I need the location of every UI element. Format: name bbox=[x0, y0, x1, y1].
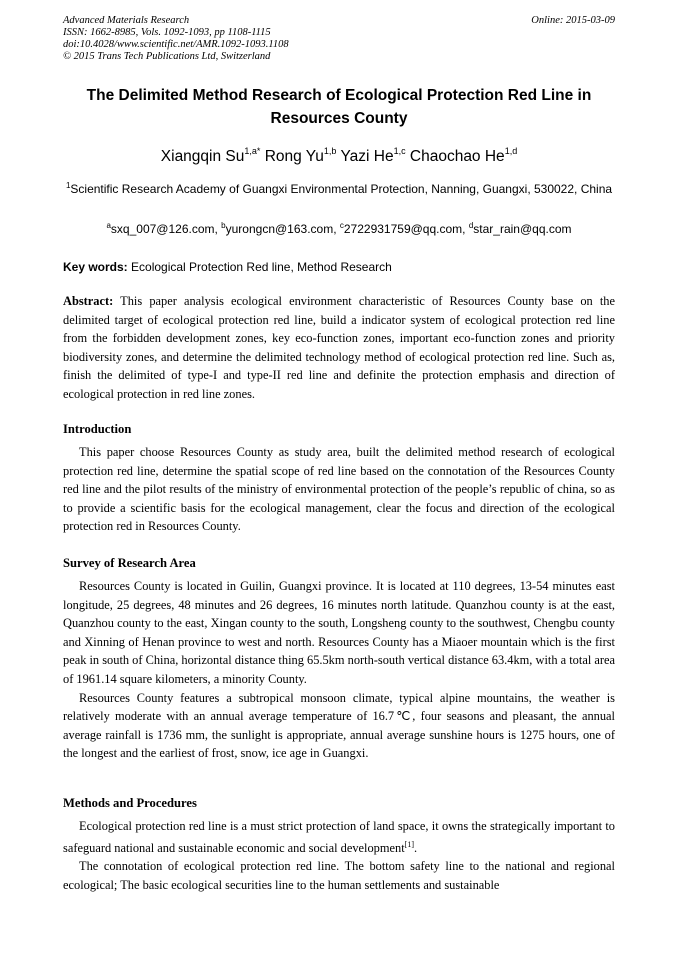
paper-title: The Delimited Method Research of Ecological Protection Red Line in Resources County bbox=[86, 87, 592, 127]
issn-line: ISSN: 1662-8985, Vols. 1092-1093, pp 1108-1115 bbox=[63, 27, 271, 38]
author-name: Chaochao He bbox=[409, 148, 505, 165]
abstract bbox=[63, 292, 615, 404]
paragraph: This paper choose Resources County as study area, built the delimited method research of ecological protection red line, determine the spatial scope of red line based on the connotation of the Resources County red line and the pilot results of the ministry of environmental protection of the people’s republic of china, so as to provide a scientific basis for the ecological management, clear the focus and direction of the ecological protection red in Resources County. bbox=[63, 445, 615, 534]
abstract-label: Abstract: bbox=[63, 294, 114, 308]
paragraph-end: . bbox=[413, 840, 418, 855]
email-superscript: a bbox=[106, 221, 111, 230]
keywords-label: Key words: bbox=[63, 260, 128, 274]
author-superscript: 1,d bbox=[504, 146, 518, 156]
email-list bbox=[63, 218, 615, 237]
paragraph: The connotation of ecological protection red line. The bottom safety line to the national and regional ecological; The basic ecological securities line to the human settlements and sustainable bbox=[63, 859, 615, 892]
author-superscript: 1,b bbox=[323, 146, 337, 156]
paragraph: Resources County features a subtropical monsoon climate, typical alpine mountains, the weather is relatively moderate with an annual average temperature of 16.7℃, four seasons and pleasant, the annual average rainfall is 1736 mm, the sunlight is appropriate, annual average sunshine hours is 1275 hours, one of the longest and the earliest of frost, snow, ice age in Guangxi. bbox=[63, 690, 615, 761]
paragraph bbox=[63, 817, 615, 857]
paragraph: Resources County is located in Guilin, Guangxi province. It is located at 110 degrees, 13-54 minutes east longitude, 25 degrees, 48 minutes and 26 degrees, 16 minutes north latitude. Quanzhou county is at the east, Quanzhou county to the east, Xingan county to the south, Longsheng county to the southwest, Chengbu county and Xinning of Henan province to west and north. Resources County has a Miaoer mountain which is the first peak in south of China, horizontal distance thing 65.5km north-south vertical distance 63.4km, with a total area of 1961.14 square kilometers, a minority County. bbox=[63, 579, 615, 686]
affiliation bbox=[63, 176, 615, 199]
email-address: sxq_007@126.com, bbox=[110, 222, 222, 236]
email-address: 2722931759@qq.com, bbox=[343, 222, 469, 236]
citation-marker: [1] bbox=[404, 839, 414, 849]
section-heading: Introduction bbox=[63, 422, 132, 436]
doi-line: doi:10.4028/www.scientific.net/AMR.1092-1093.1108 bbox=[63, 39, 289, 50]
online-date: Online: 2015-03-09 bbox=[531, 15, 615, 26]
methods-section bbox=[63, 795, 615, 894]
author-list bbox=[63, 141, 615, 167]
section-heading: Methods and Procedures bbox=[63, 796, 197, 810]
email-superscript: c bbox=[339, 221, 344, 230]
affiliation-superscript: 1 bbox=[65, 181, 71, 190]
author-name: Rong Yu bbox=[264, 148, 324, 165]
copyright-line: © 2015 Trans Tech Publications Ltd, Switzerland bbox=[63, 51, 271, 62]
survey-section bbox=[63, 555, 615, 763]
email-superscript: b bbox=[221, 221, 226, 230]
email-address: yurongcn@163.com, bbox=[225, 222, 340, 236]
journal-name: Advanced Materials Research bbox=[63, 15, 190, 26]
author-name: Xiangqin Su bbox=[160, 148, 245, 165]
section-heading: Survey of Research Area bbox=[63, 556, 196, 570]
introduction-section bbox=[63, 421, 615, 536]
affiliation-text: Scientific Research Academy of Guangxi Environmental Protection, Nanning, Guangxi, 530022, China bbox=[70, 182, 613, 196]
keywords bbox=[63, 259, 615, 275]
journal-header bbox=[63, 15, 615, 63]
author-superscript: 1,a* bbox=[244, 146, 261, 156]
email-address: star_rain@qq.com bbox=[473, 222, 572, 236]
author-superscript: 1,c bbox=[393, 146, 406, 156]
abstract-text: This paper analysis ecological environment characteristic of Resources County base on the delimited target of ecological protection red line, build a indicator system of ecological protection red line from the forbidden development zones, key eco-function zones, important eco-function zones and priority biodiversity zones, and determine the delimited technology method of ecological protection red line. Such as, finish the delimited of type-I and type-II red line and definite the protection emphasis and direction of ecological protection in red line zones. bbox=[63, 294, 615, 401]
paragraph-text: Ecological protection red line is a must strict protection of land space, it owns the strategically important to safeguard national and sustainable economic and social development bbox=[63, 819, 615, 855]
keywords-text: Ecological Protection Red line, Method Research bbox=[127, 260, 392, 274]
email-superscript: d bbox=[468, 221, 474, 230]
author-name: Yazi He bbox=[340, 148, 394, 165]
